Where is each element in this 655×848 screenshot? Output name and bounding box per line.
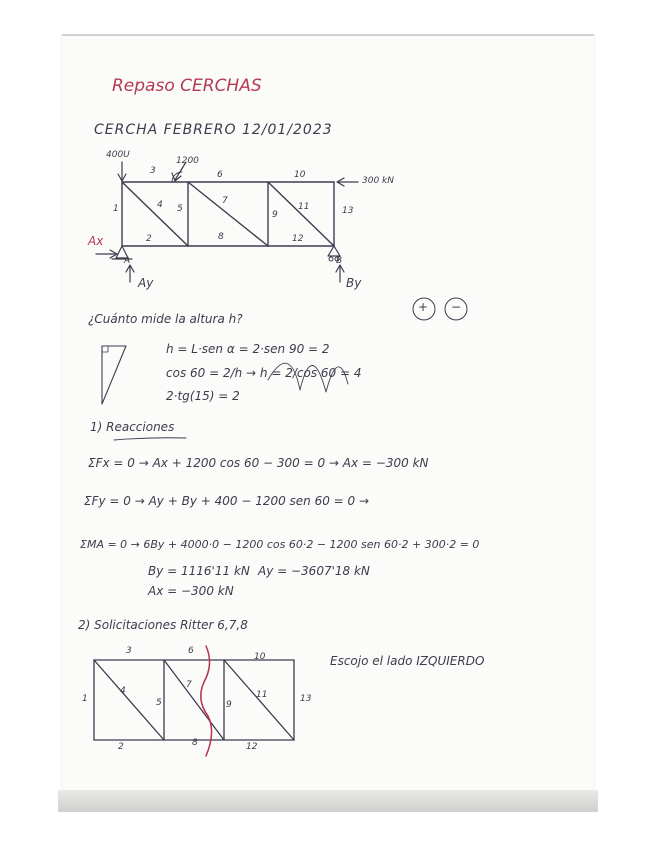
truss2-bar-label: 3 [126, 646, 132, 656]
result-ax: Ax = −300 kN [148, 584, 234, 598]
load-400-label: 400U [106, 150, 130, 160]
truss2-bar-label: 8 [192, 738, 198, 748]
equation-sum-fy: ΣFy = 0 → Ay + By + 400 − 1200 sen 60 = 0 → [84, 494, 370, 508]
truss2-bar-label: 10 [254, 652, 266, 662]
truss1-bar-label: 9 [272, 210, 278, 220]
truss1-bar-label: 8 [218, 232, 224, 242]
support-b-roller [328, 246, 340, 256]
truss2-bar-label: 5 [156, 698, 162, 708]
truss1-bar-label: 11 [298, 202, 310, 212]
truss2-bar-label: 13 [300, 694, 312, 704]
truss1-bar-4 [122, 182, 188, 246]
truss1-bar-label: 7 [222, 196, 228, 206]
height-question: ¿Cuánto mide la altura h? [88, 312, 243, 326]
truss2-bar-label: 11 [256, 690, 268, 700]
truss1-bar-label: 2 [146, 234, 152, 244]
truss2-bar-label: 4 [120, 686, 126, 696]
truss2-bar-label: 2 [118, 742, 124, 752]
truss1-bar-label: 13 [342, 206, 354, 216]
truss1-bar-label: 6 [217, 170, 223, 180]
truss2-bar-label: 7 [186, 680, 192, 690]
load-1200-label: 1200 [176, 156, 199, 166]
equation-sum-fx: ΣFx = 0 → Ax + 1200 cos 60 − 300 = 0 → Ax = −300 kN [88, 456, 429, 470]
section-1-heading: 1) Reacciones [90, 420, 175, 434]
reaction-by-label: By [346, 276, 362, 290]
height-calc-line-1: h = L·sen α = 2·sen 90 = 2 [166, 342, 330, 356]
page-title: Repaso CERCHAS [112, 76, 262, 96]
height-calc-line-2: cos 60 = 2/h → h = 2/cos 60 = 4 [166, 366, 362, 380]
support-a-label: A [124, 256, 131, 266]
truss1-bar-label: 5 [177, 204, 183, 214]
truss1-bar-label: 1 [113, 204, 119, 214]
equation-sum-ma: ΣMA = 0 → 6By + 4000·0 − 1200 cos 60·2 − 1200 sen 60·2 + 300·2 = 0 [80, 538, 480, 551]
truss1-bar-7 [188, 182, 268, 246]
truss2-bar-label: 1 [82, 694, 88, 704]
load-300-label: 300 kN [362, 176, 394, 186]
reaction-ay-label: Ay [138, 276, 154, 290]
truss1-bar-label: 12 [292, 234, 304, 244]
exam-subtitle: CERCHA FEBRERO 12/01/2023 [94, 122, 333, 138]
result-ay: Ay = −3607'18 kN [258, 564, 370, 578]
section-2-note: Escojo el lado IZQUIERDO [330, 654, 485, 668]
height-triangle-sketch [102, 346, 126, 404]
height-calc-line-3: 2·tg(15) = 2 [166, 389, 240, 403]
section-2-heading: 2) Solicitaciones Ritter 6,7,8 [78, 618, 248, 632]
sign-plus: + [418, 300, 429, 314]
truss1-bar-label: 4 [157, 200, 163, 210]
truss1-bar-label: 3 [150, 166, 156, 176]
truss-diagram-2 [94, 660, 294, 740]
sign-minus: − [451, 300, 462, 314]
reaction-ax-label: Ax [88, 234, 104, 248]
support-b-label: B [336, 256, 343, 266]
result-by: By = 1116'11 kN [148, 564, 250, 578]
truss1-bar-label: 10 [294, 170, 306, 180]
truss2-bar-label: 9 [226, 700, 232, 710]
truss2-bar-label: 6 [188, 646, 194, 656]
truss2-bar-label: 12 [246, 742, 258, 752]
